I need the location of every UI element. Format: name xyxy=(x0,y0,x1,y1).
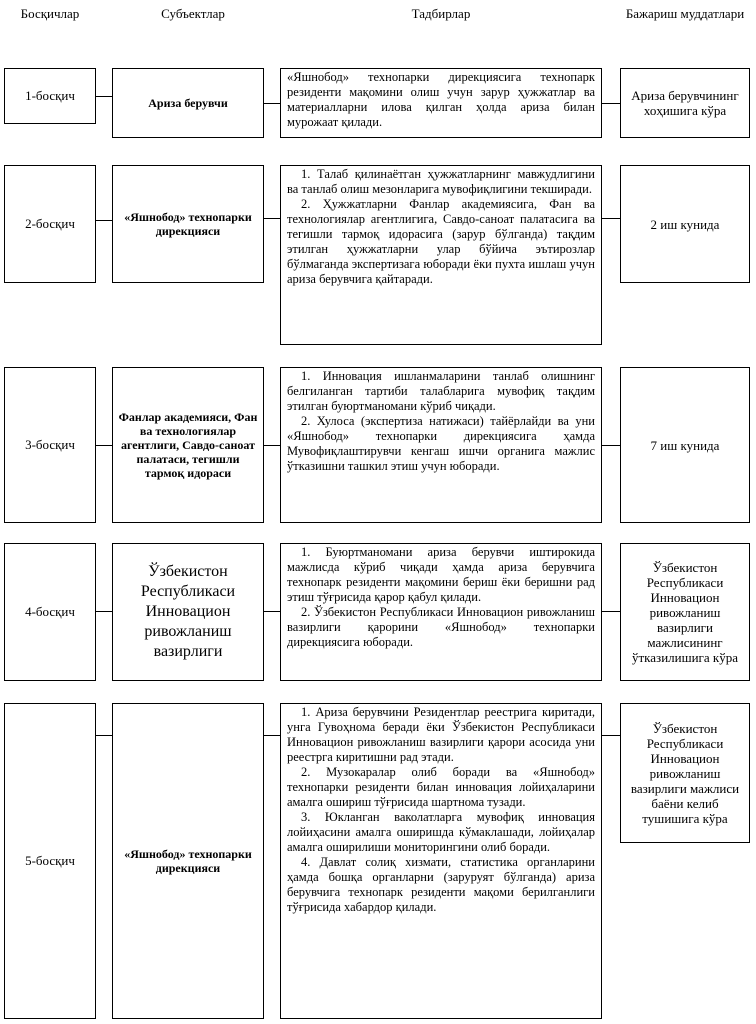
term-box: Ўзбекистон Республикаси Инновацион ривожланиш вазирлиги мажлисининг ўтказилишига кўра xyxy=(620,543,750,681)
subject-box: Ариза берувчи xyxy=(112,68,264,138)
connector-line xyxy=(602,218,620,219)
actions-box xyxy=(280,543,602,681)
stage-label: 1-босқич xyxy=(4,68,96,124)
connector-line xyxy=(264,103,280,104)
stage-label: 3-босқич xyxy=(4,367,96,523)
stage-label: 5-босқич xyxy=(4,703,96,1019)
subject-box: «Яшнобод» технопарки дирекцияси xyxy=(112,165,264,283)
connector-line xyxy=(602,103,620,104)
header-terms: Бажариш муддатлари xyxy=(625,6,745,21)
connector-line xyxy=(264,611,280,612)
action-item: 2. Ўзбекистон Республикаси Инновацион ривожланиш вазирлиги қарорини «Яшнобод» технопарки дирекциясига юборади. xyxy=(287,605,595,649)
actions-box xyxy=(280,367,602,523)
term-box: Ўзбекистон Республикаси Инновацион ривожланиш вазирлиги мажлиси баёни келиб тушишига кўра xyxy=(620,703,750,843)
connector-line xyxy=(96,735,112,736)
connector-line xyxy=(602,445,620,446)
connector-line xyxy=(264,218,280,219)
action-item: 2. Хулоса (экспертиза натижаси) тайёрлайди ва уни «Яшнобод» технопарки дирекциясига ҳамда Мувофиқлаштирувчи кенгаш ишчи органига мажлис ўтказишни ташкил этиш учун юборади. xyxy=(287,414,595,473)
actions-box xyxy=(280,703,602,1019)
connector-line xyxy=(602,735,620,736)
header-subjects: Субъектлар xyxy=(161,6,225,21)
term-box: 2 иш кунида xyxy=(620,165,750,283)
action-item: 1. Буюртманомани ариза берувчи иштирокида мажлисда кўриб чиқади ҳамда ариза берувчига технопарк резиденти мақомини бериш ёки беришни рад этиш тўғрисида қарор қабул қилади. xyxy=(287,545,595,604)
action-item: 1. Талаб қилинаётган ҳужжатларнинг мавжудлигини ва танлаб олиш мезонларига мувофиқлигини текширади. xyxy=(287,167,595,196)
connector-line xyxy=(96,220,112,221)
subject-box: Фанлар академияси, Фан ва технологиялар агентлиги, Савдо-саноат палатаси, тегишли тармоқ идораси xyxy=(112,367,264,523)
action-item: 2. Музокаралар олиб боради ва «Яшнобод» технопарки резиденти билан инновация лойиҳаларини амалга ошириш тўғрисида шартнома тузади. xyxy=(287,765,595,809)
action-item: 2. Ҳужжатларни Фанлар академиясига, Фан ва технологиялар агентлигига, Савдо-саноат палатасига ва тегишли тармоқ идорасига (зарур бўлганда) тақдим этилган ҳужжатларни улар бўйича эътирозлар бўлмаганда экспертизага юборади ёки пухта ишлаш учун ариза берувчига қайтаради. xyxy=(287,197,595,286)
actions-box xyxy=(280,68,602,138)
header-stages: Босқичлар xyxy=(20,6,80,21)
header-actions: Тадбирлар xyxy=(411,6,471,21)
action-item: 1. Инновация ишланмаларини танлаб олишнинг белгиланган тартиби талабларига мувофиқ тақдим этилган буюртманомани кўриб чиқади. xyxy=(287,369,595,413)
action-item: «Яшнобод» технопарки дирекциясига технопарк резиденти мақомини олиш учун зарур ҳужжатлар ва материалларни илова қилган ҳолда ариза билан мурожаат қилади. xyxy=(287,70,595,129)
stage-label: 4-босқич xyxy=(4,543,96,681)
term-box: 7 иш кунида xyxy=(620,367,750,523)
connector-line xyxy=(96,96,112,97)
action-item: 1. Ариза берувчини Резидентлар реестрига киритади, унга Гувоҳнома беради ёки Ўзбекистон Республикаси Инновацион ривожланиш вазирлиги қарори асосида уни реестрга киритишни рад этади. xyxy=(287,705,595,764)
connector-line xyxy=(602,611,620,612)
actions-box xyxy=(280,165,602,345)
subject-box: Ўзбекистон Республикаси Инновацион ривожланиш вазирлиги xyxy=(112,543,264,681)
connector-line xyxy=(96,611,112,612)
connector-line xyxy=(96,445,112,446)
stage-label: 2-босқич xyxy=(4,165,96,283)
connector-line xyxy=(264,735,280,736)
connector-line xyxy=(264,445,280,446)
action-item: 3. Юкланган ваколатларга мувофиқ инновация лойиҳасини амалга оширишда кўмаклашади, лойиҳалар амалга оширилиши мониторингини олиб боради. xyxy=(287,810,595,854)
subject-box: «Яшнобод» технопарки дирекцияси xyxy=(112,703,264,1019)
term-box: Ариза берувчининг хоҳишига кўра xyxy=(620,68,750,138)
action-item: 4. Давлат солиқ хизмати, статистика органларини ҳамда бошқа органларни (заруруят бўлганда) ариза берувчига технопарк резиденти мақоми берилганлиги тўғрисида хабардор қилади. xyxy=(287,855,595,914)
